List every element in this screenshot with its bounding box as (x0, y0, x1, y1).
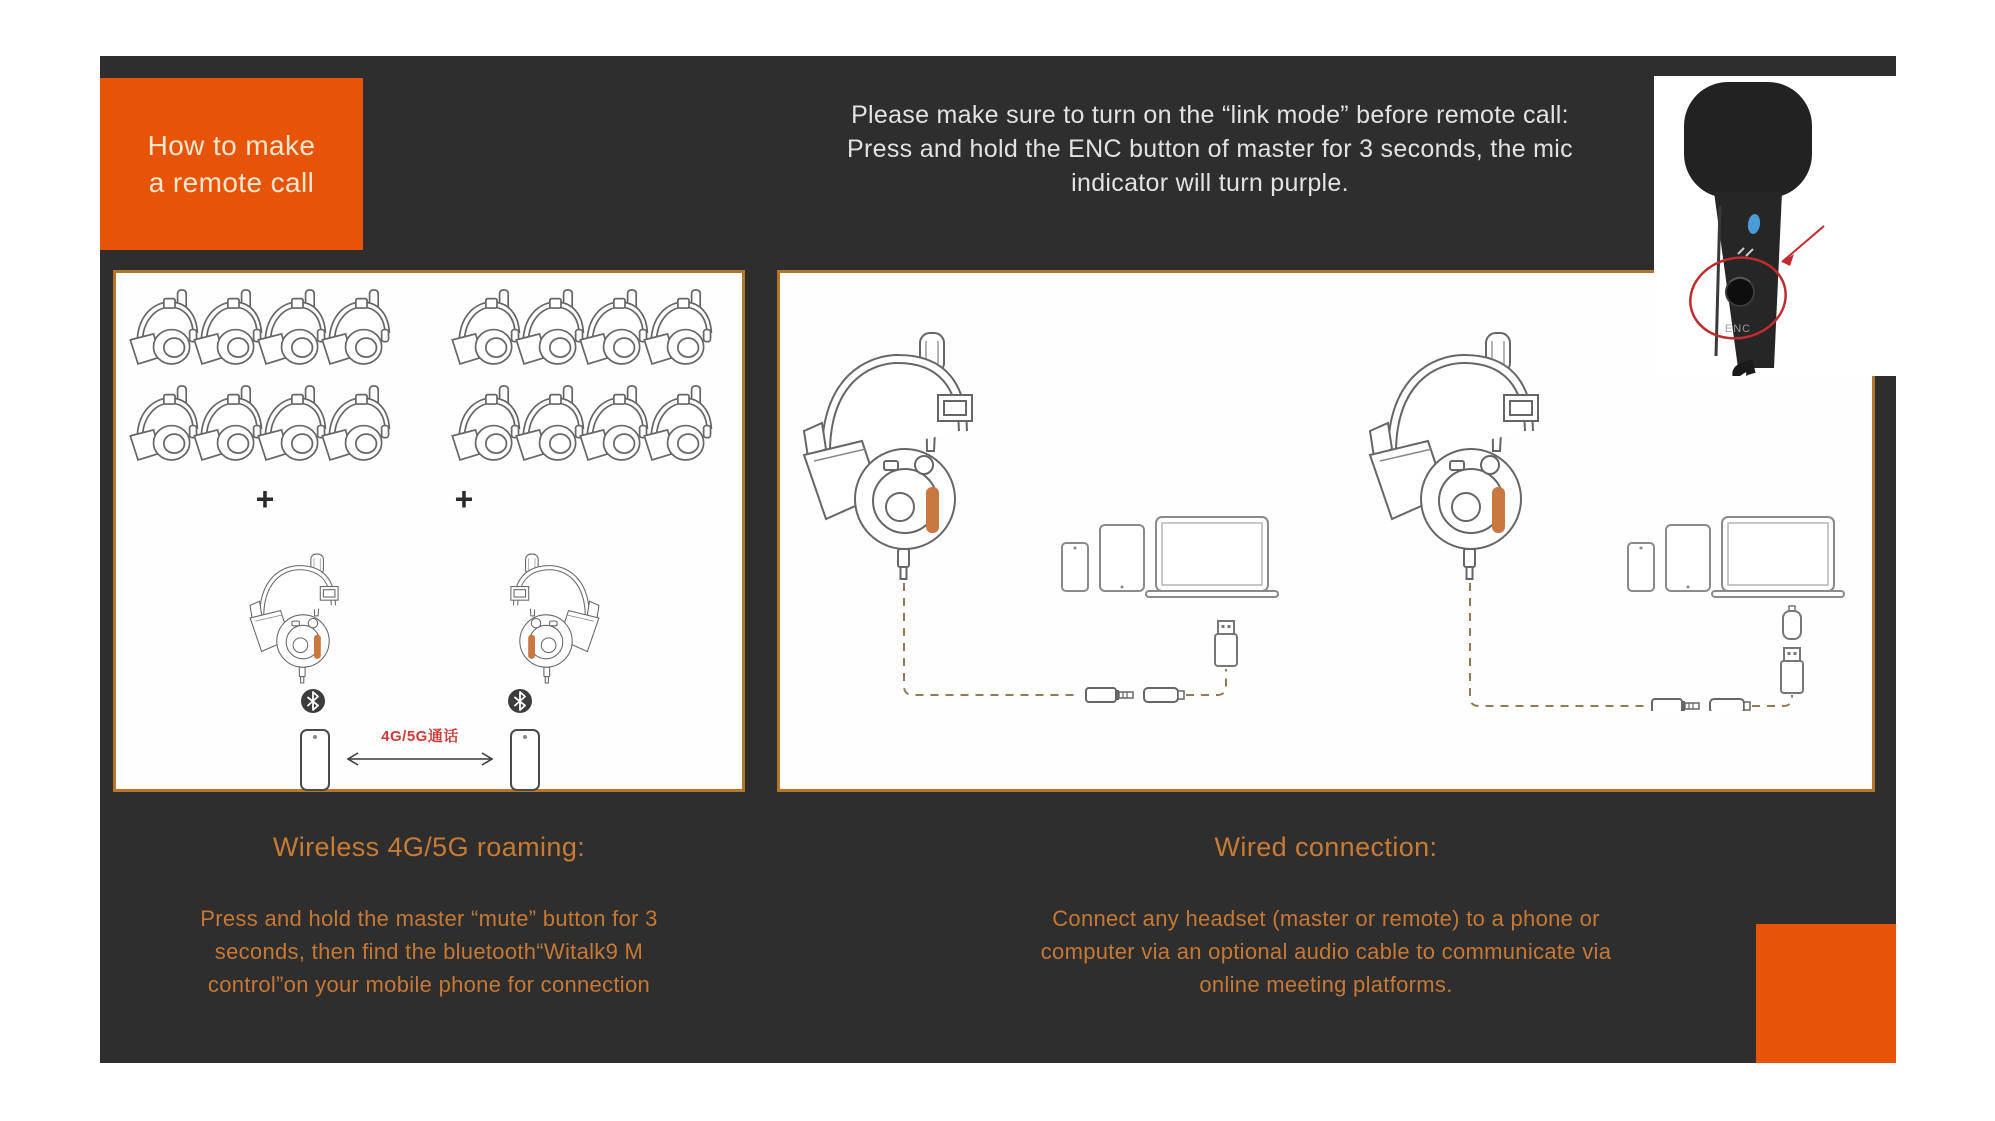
slide-background (100, 56, 1896, 1063)
bluetooth-icon (301, 689, 325, 713)
wired-connection-paragraph (966, 902, 1686, 1001)
header-note-line-2: Press and hold the ENC button of master for 3 seconds, the mic (847, 135, 1573, 163)
master-headset-illustration (248, 553, 358, 684)
wireless-roaming-panel (113, 270, 745, 792)
header-note (700, 98, 1720, 200)
plus-sign-left: + (255, 481, 275, 517)
roaming-call-label: 4G/5G通话 (381, 728, 459, 745)
paragraph-line: seconds, then find the bluetooth“Witalk9 M (214, 939, 644, 964)
headset-stack-row (448, 383, 726, 475)
wireless-roaming-paragraph (149, 902, 709, 1001)
phone-illustration (300, 729, 330, 791)
enc-button (1726, 278, 1754, 306)
title-box (100, 78, 363, 250)
phone-illustration (510, 729, 540, 791)
wired-connection-heading: Wired connection: (1214, 832, 1438, 862)
mic-enc-photo (1654, 76, 1896, 376)
red-arrow-annotation (1782, 226, 1824, 266)
title-line-1: How to make (147, 130, 316, 161)
double-arrow-icon (340, 751, 500, 767)
wired-scene-illustration (1360, 321, 1860, 711)
headset-stack-row (126, 383, 404, 475)
bluetooth-icon (508, 689, 532, 713)
headset-stack-row (126, 287, 404, 379)
wireless-roaming-heading: Wireless 4G/5G roaming: (272, 832, 586, 862)
enc-button-label: ENC (1724, 323, 1752, 335)
paragraph-line: Connect any headset (master or remote) to a phone or (1052, 906, 1600, 931)
wired-scene-illustration (794, 321, 1294, 711)
master-headset-illustration-mirrored (491, 553, 601, 684)
paragraph-line: Press and hold the master “mute” button for 3 (200, 906, 658, 931)
headset-stack-row (448, 287, 726, 379)
paragraph-line: computer via an optional audio cable to communicate via (1040, 939, 1612, 964)
header-note-line-3: indicator will turn purple. (1071, 169, 1349, 197)
header-note-line-1: Please make sure to turn on the “link mode” before remote call: (851, 101, 1569, 129)
paragraph-line: control”on your mobile phone for connection (207, 972, 651, 997)
corner-accent-block (1756, 924, 1896, 1063)
plus-sign-right: + (454, 481, 474, 517)
title-line-2: a remote call (148, 167, 315, 198)
paragraph-line: online meeting platforms. (1199, 972, 1453, 997)
mic-cable (1739, 366, 1754, 376)
microphone-illustration (1654, 76, 1896, 376)
